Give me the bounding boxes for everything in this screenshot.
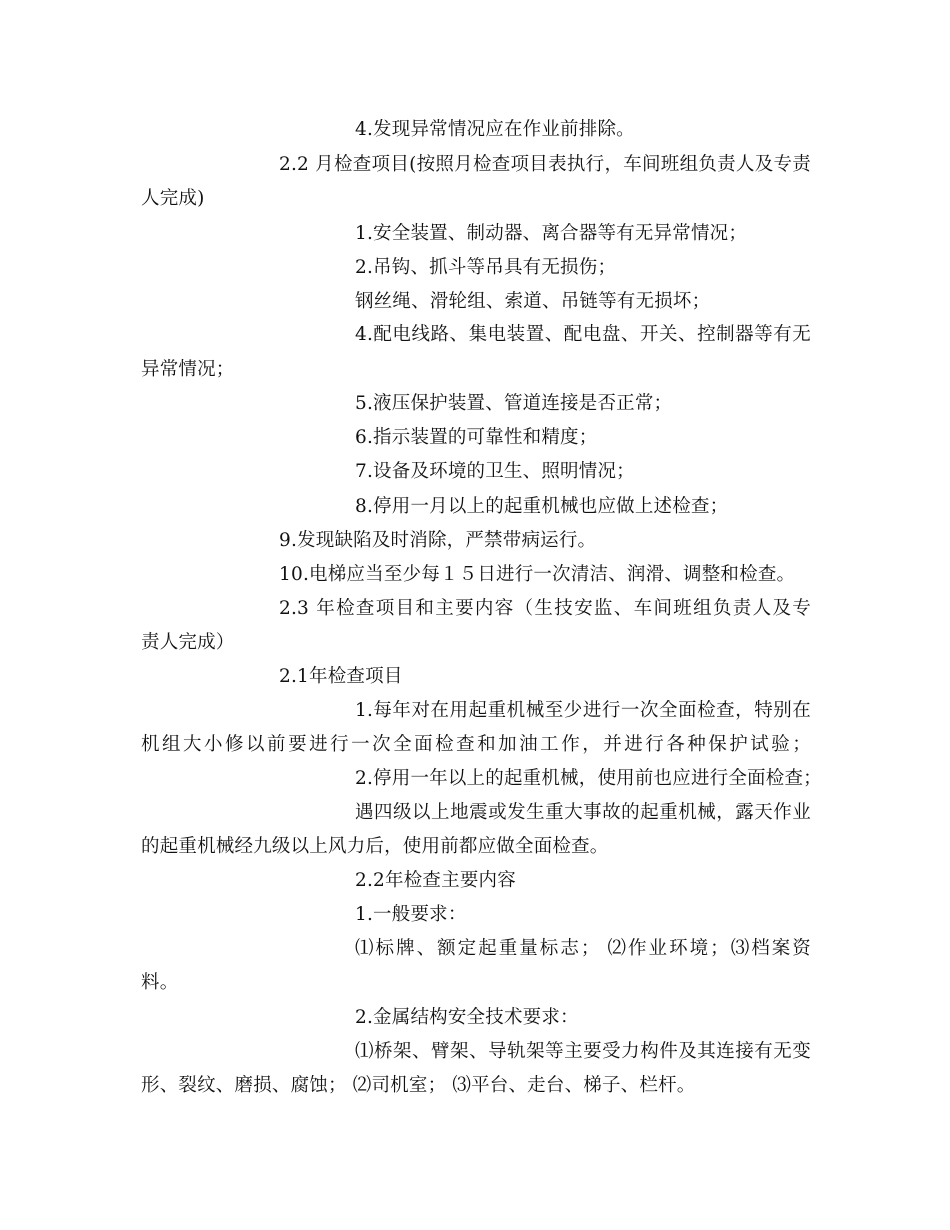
text-line: ⑴标牌、额定起重量标志； ⑵作业环境；⑶档案资 bbox=[355, 938, 811, 959]
text-line: 异常情况； bbox=[141, 359, 235, 380]
text-line: 8.停用一月以上的起重机械也应做上述检查； bbox=[355, 496, 729, 517]
text-line: 机组大小修以前要进行一次全面检查和加油工作，并进行各种保护试验； bbox=[141, 734, 811, 755]
text-line: 1.每年对在用起重机械至少进行一次全面检查，特别在 bbox=[355, 700, 811, 721]
text-line: 2.金属结构安全技术要求： bbox=[355, 1007, 579, 1028]
text-line: 4.配电线路、集电装置、配电盘、开关、控制器等有无 bbox=[355, 324, 811, 345]
text-line: 2.吊钩、抓斗等吊具有无损伤； bbox=[355, 257, 617, 278]
text-line: 2.1年检查项目 bbox=[279, 666, 403, 687]
text-line: 料。 bbox=[141, 972, 179, 993]
text-line: 2.停用一年以上的起重机械，使用前也应进行全面检查； bbox=[355, 768, 822, 789]
text-line: 1.安全装置、制动器、离合器等有无异常情况； bbox=[355, 223, 748, 244]
text-line: 责人完成） bbox=[141, 632, 235, 653]
text-line: 形、裂纹、磨损、腐蚀； ⑵司机室； ⑶平台、走台、梯子、栏杆。 bbox=[141, 1075, 696, 1096]
text-line: 4.发现异常情况应在作业前排除。 bbox=[355, 119, 635, 140]
text-line: 遇四级以上地震或发生重大事故的起重机械，露天作业 bbox=[355, 802, 811, 823]
text-line: 1.一般要求： bbox=[355, 904, 467, 925]
text-line: 人完成) bbox=[141, 188, 205, 209]
text-line: 10.电梯应当至少每１５日进行一次清洁、润滑、调整和检查。 bbox=[279, 564, 796, 585]
text-line: 2.2年检查主要内容 bbox=[355, 870, 516, 891]
text-line: 的起重机械经九级以上风力后，使用前都应做全面检查。 bbox=[141, 836, 609, 857]
text-line: 6.指示装置的可靠性和精度； bbox=[355, 427, 598, 448]
text-line: 5.液压保护装置、管道连接是否正常； bbox=[355, 393, 673, 414]
text-line: 钢丝绳、滑轮组、索道、吊链等有无损坏； bbox=[355, 291, 711, 312]
text-line: 7.设备及环境的卫生、照明情况； bbox=[355, 461, 635, 482]
text-line: ⑴桥架、臂架、导轨架等主要受力构件及其连接有无变 bbox=[355, 1041, 811, 1062]
text-line: 9.发现缺陷及时消除，严禁带病运行。 bbox=[279, 530, 597, 551]
text-line: 2.3 年检查项目和主要内容（生技安监、车间班组负责人及专 bbox=[279, 598, 811, 619]
text-line: 2.2 月检查项目(按照月检查项目表执行，车间班组负责人及专责 bbox=[279, 154, 811, 175]
